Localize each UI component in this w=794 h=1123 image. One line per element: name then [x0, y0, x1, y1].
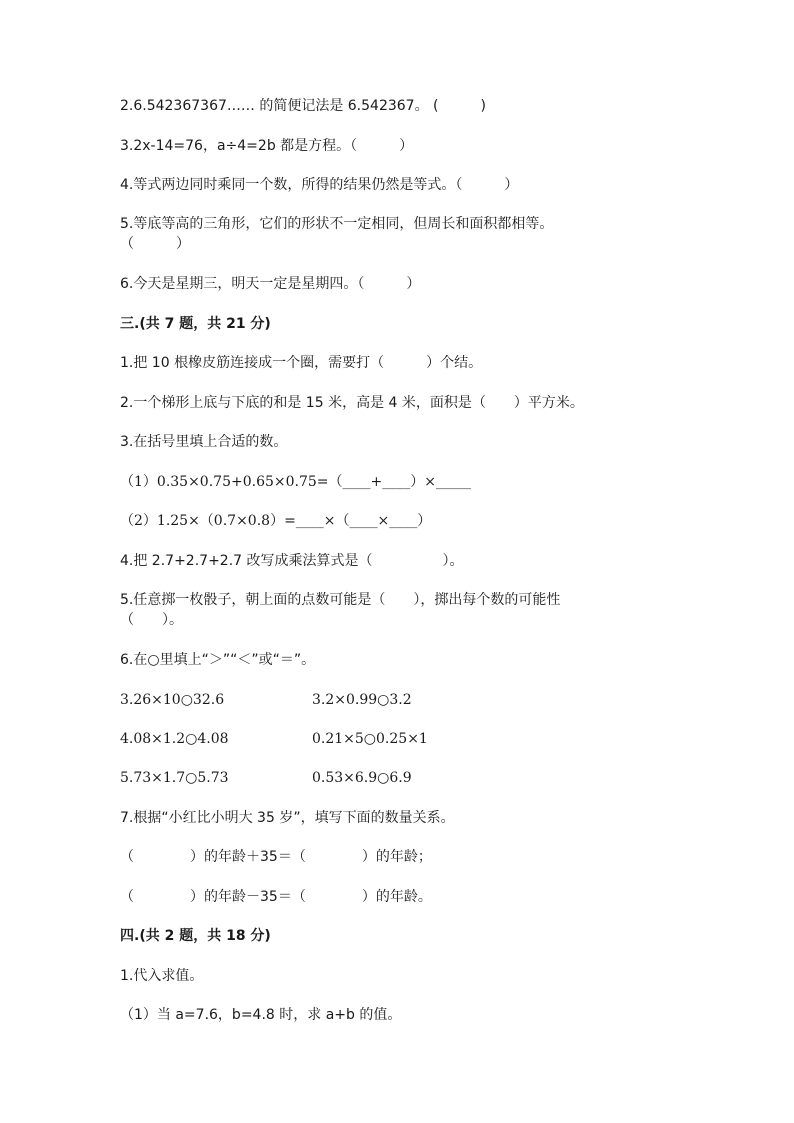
compare-row-2-left: 4.08×1.2○4.08 — [120, 731, 229, 747]
section-4-heading: 四.(共 2 题，共 18 分) — [120, 928, 271, 944]
compare-row-1-left: 3.26×10○32.6 — [120, 692, 225, 708]
s3-question-4: 4.把 2.7+2.7+2.7 改写成乘法算式是（ ）。 — [120, 553, 464, 569]
question-3-text: 3.2x-14=76，a÷4=2b 都是方程。（ ） — [120, 138, 414, 154]
compare-row-3-left: 5.73×1.7○5.73 — [120, 770, 229, 786]
s4-question-1-part-1: （1）当 a=7.6，b=4.8 时，求 a+b 的值。 — [120, 1007, 402, 1023]
compare-row-1-right: 3.2×0.99○3.2 — [312, 692, 412, 708]
s3-question-1: 1.把 10 根橡皮筋连接成一个圈，需要打（ ）个结。 — [120, 355, 483, 371]
s3-question-5-line-1: 5.任意掷一枚骰子，朝上面的点数可能是（ ），掷出每个数的可能性 — [120, 592, 561, 608]
s3-question-7-line-2: （ ）的年龄－35＝（ ）的年龄。 — [120, 889, 432, 905]
section-3-heading: 三.(共 7 题，共 21 分) — [120, 316, 271, 332]
question-4-text: 4.等式两边同时乘同一个数，所得的结果仍然是等式。（ ） — [120, 177, 519, 193]
s4-question-1: 1.代入求值。 — [120, 968, 204, 984]
s3-question-3-part-2: （2）1.25×（0.7×0.8）=____×（____×____） — [120, 513, 432, 529]
question-2-text: 2.6.542367367…… 的简便记法是 6.542367。 ( ) — [120, 98, 486, 114]
s3-question-7-line-1: （ ）的年龄＋35＝（ ）的年龄； — [120, 849, 432, 865]
s3-question-3: 3.在括号里填上合适的数。 — [120, 434, 288, 450]
s3-question-7: 7.根据“小红比小明大 35 岁”，填写下面的数量关系。 — [120, 810, 455, 826]
question-5-answer-blank: （ ） — [120, 236, 190, 252]
s3-question-5-line-2: （ ）。 — [120, 612, 183, 628]
question-5-text: 5.等底等高的三角形，它们的形状不一定相同，但周长和面积都相等。 — [120, 216, 554, 232]
question-6-text: 6.今天是星期三，明天一定是星期四。（ ） — [120, 276, 421, 292]
s3-question-6: 6.在○里填上“＞”“＜”或“＝”。 — [120, 652, 316, 668]
compare-row-2-right: 0.21×5○0.25×1 — [312, 731, 428, 747]
compare-row-3-right: 0.53×6.9○6.9 — [312, 770, 412, 786]
s3-question-3-part-1: （1）0.35×0.75+0.65×0.75=（____+____）×_____ — [120, 474, 471, 490]
s3-question-2: 2.一个梯形上底与下底的和是 15 米，高是 4 米，面积是（ ）平方米。 — [120, 395, 584, 411]
